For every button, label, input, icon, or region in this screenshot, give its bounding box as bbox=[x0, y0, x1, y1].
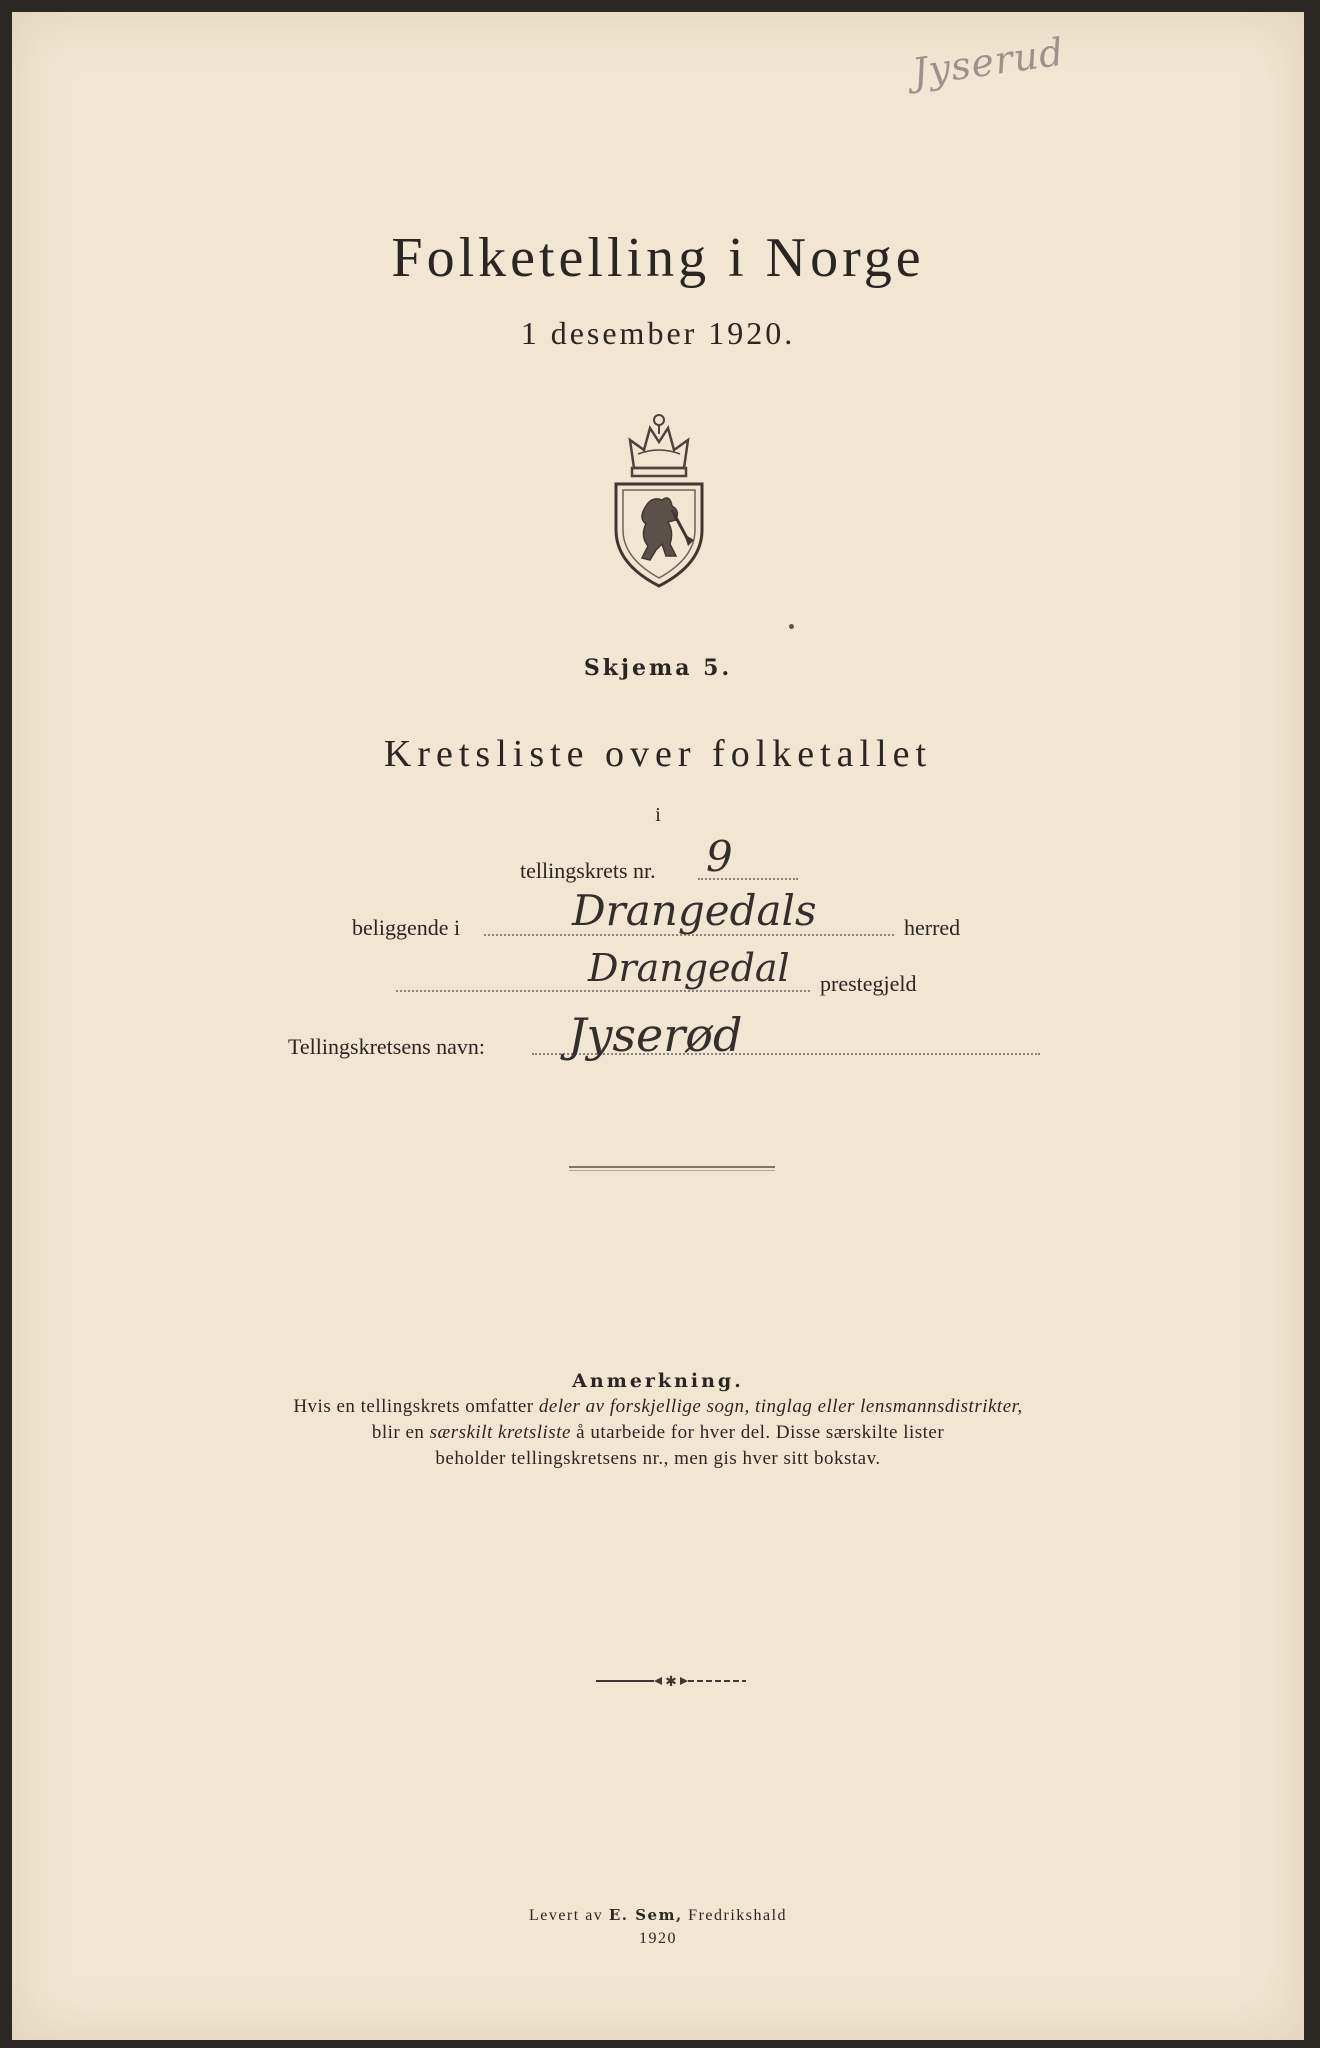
note-line-2 bbox=[12, 1422, 1304, 1444]
ornament-divider-icon bbox=[596, 1674, 746, 1688]
note-line-2-text-a: blir en bbox=[371, 1422, 430, 1443]
schema-number: Skjema 5. bbox=[583, 655, 733, 681]
district-name-value: Jyserød bbox=[568, 1008, 743, 1062]
herred-label: herred bbox=[904, 915, 961, 940]
parish-value: Drangedal bbox=[588, 946, 790, 990]
printer-prefix: Levert av bbox=[528, 1907, 609, 1924]
note-line-1-emphasis: deler av forskjellige sogn, tinglag eller lensmannsdistrikter, bbox=[538, 1396, 1023, 1417]
census-form-page bbox=[12, 12, 1304, 2040]
divider-rule-secondary bbox=[569, 1170, 775, 1171]
note-title: Anmerkning. bbox=[572, 1370, 744, 1392]
district-name-label: Tellingskretsens navn: bbox=[288, 1034, 486, 1059]
note-line-3: beholder tellingskretsens nr., men gis hver sitt bokstav. bbox=[435, 1448, 881, 1469]
note-line-2-text-b: å utarbeide for hver del. Disse særskilte lister bbox=[570, 1422, 945, 1443]
parish-field[interactable] bbox=[396, 990, 810, 992]
note-line-1 bbox=[12, 1396, 1304, 1418]
handwritten-corner-note: Jyserud bbox=[909, 29, 1067, 95]
district-number-value: 9 bbox=[706, 832, 733, 881]
located-in-label: beliggende i bbox=[352, 915, 461, 940]
note-line-2-emphasis: særskilt kretsliste bbox=[429, 1422, 571, 1443]
district-number-label: tellingskrets nr. bbox=[520, 858, 656, 883]
census-date: 1 desember 1920. bbox=[520, 315, 796, 351]
municipality-value: Drangedals bbox=[572, 886, 817, 935]
ink-speck bbox=[789, 624, 794, 629]
form-heading: Kretsliste over folketallet bbox=[383, 733, 933, 775]
svg-text:✱: ✱ bbox=[665, 1674, 677, 1688]
connector-word: i bbox=[655, 804, 661, 826]
printer-name: E. Sem, bbox=[608, 1906, 683, 1924]
page-title: Folketelling i Norge bbox=[391, 227, 925, 289]
parish-label: prestegjeld bbox=[820, 971, 917, 996]
divider-rule bbox=[569, 1166, 775, 1168]
note-line-1-text: Hvis en tellingskrets omfatter bbox=[293, 1396, 539, 1417]
printer-credit bbox=[12, 1906, 1304, 1925]
coat-of-arms-icon bbox=[610, 410, 708, 588]
printer-year: 1920 bbox=[639, 1930, 677, 1947]
printer-city: Fredrikshald bbox=[682, 1907, 788, 1924]
